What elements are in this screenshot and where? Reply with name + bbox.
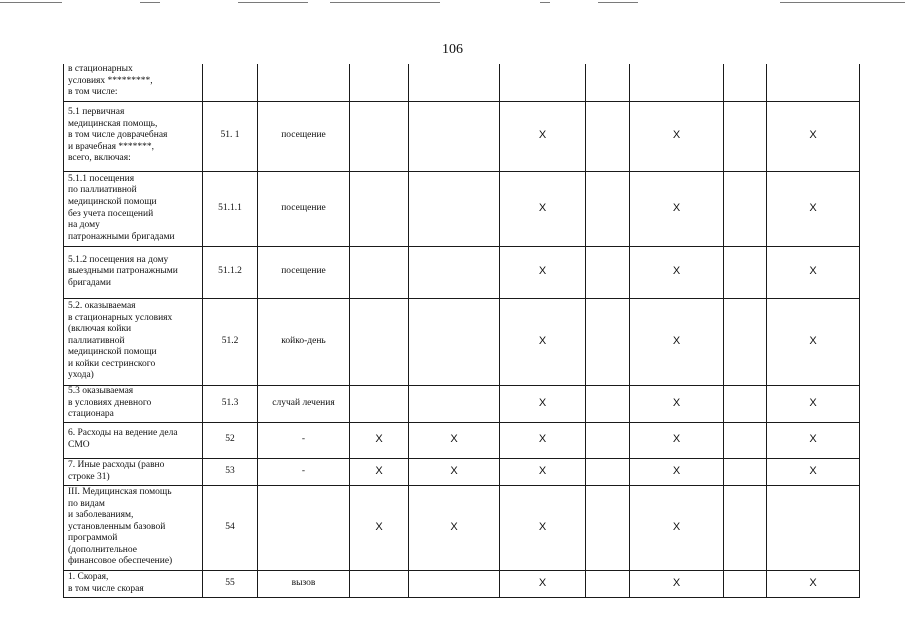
table-row (64, 246, 860, 298)
row-label: 6. Расходы на ведение дела СМО (64, 422, 203, 458)
scan-artifact-line (140, 2, 160, 3)
cell-mark (586, 64, 630, 101)
cell-mark (586, 171, 630, 246)
cell-mark (586, 422, 630, 458)
cell-mark: X (767, 101, 860, 171)
cell-mark: X (767, 246, 860, 298)
table-row (64, 64, 860, 101)
cell-mark: X (350, 485, 409, 570)
cell-mark: X (500, 385, 586, 422)
cell-mark (724, 298, 767, 385)
cell-mark (500, 64, 586, 101)
cell-mark: X (500, 458, 586, 485)
cell-mark: X (500, 298, 586, 385)
cell-mark: X (350, 458, 409, 485)
row-label: 5.1.1 посещения по паллиативной медицинской помощи без учета посещений на дому патронажными бригадами (64, 171, 203, 246)
table-row (64, 171, 860, 246)
scan-artifact-line (598, 2, 638, 3)
row-code: 53 (203, 458, 258, 485)
table-row (64, 385, 860, 422)
cell-mark (724, 101, 767, 171)
cell-mark: X (630, 171, 724, 246)
cell-mark (767, 64, 860, 101)
cell-mark (409, 101, 500, 171)
row-label: 1. Скорая, в том числе скорая (64, 570, 203, 597)
cell-mark (724, 246, 767, 298)
row-unit: посещение (258, 246, 350, 298)
cell-mark (724, 422, 767, 458)
row-unit: случай лечения (258, 385, 350, 422)
row-code: 51.1.2 (203, 246, 258, 298)
scan-artifact-line (238, 2, 308, 3)
cell-mark: X (630, 101, 724, 171)
cell-mark (350, 171, 409, 246)
cell-mark: X (630, 385, 724, 422)
row-label: в стационарных условиях *********, в том числе: (64, 64, 203, 101)
row-code (203, 64, 258, 101)
cell-mark: X (767, 458, 860, 485)
row-unit: посещение (258, 101, 350, 171)
cell-mark (724, 385, 767, 422)
cell-mark: X (409, 422, 500, 458)
cell-mark (350, 570, 409, 597)
cell-mark (409, 171, 500, 246)
cell-mark (586, 485, 630, 570)
cell-mark: X (409, 485, 500, 570)
cell-mark (767, 485, 860, 570)
row-unit: койко-день (258, 298, 350, 385)
cell-mark: X (630, 246, 724, 298)
cell-mark (409, 246, 500, 298)
cell-mark: X (500, 171, 586, 246)
table-row (64, 101, 860, 171)
row-code: 52 (203, 422, 258, 458)
row-code: 51.2 (203, 298, 258, 385)
scan-artifact-line (0, 2, 62, 3)
cell-mark: X (630, 422, 724, 458)
cell-mark: X (409, 458, 500, 485)
row-label: 7. Иные расходы (равно строке 31) (64, 458, 203, 485)
row-unit (258, 485, 350, 570)
row-code: 51.3 (203, 385, 258, 422)
cell-mark (724, 570, 767, 597)
cell-mark (409, 64, 500, 101)
row-code: 51. 1 (203, 101, 258, 171)
cell-mark (350, 64, 409, 101)
cell-mark: X (767, 385, 860, 422)
table-row (64, 458, 860, 485)
cell-mark (724, 458, 767, 485)
cell-mark: X (767, 298, 860, 385)
cell-mark (586, 458, 630, 485)
table-row (64, 570, 860, 597)
row-code: 51.1.1 (203, 171, 258, 246)
cell-mark (586, 385, 630, 422)
scan-artifact-line (330, 2, 440, 3)
row-label: III. Медицинская помощь по видам и заболеваниям, установленным базовой программой (дополнительное финансовое обеспечение) (64, 485, 203, 570)
cell-mark: X (350, 422, 409, 458)
cell-mark (586, 246, 630, 298)
report-table (63, 64, 860, 598)
cell-mark: X (500, 422, 586, 458)
cell-mark: X (767, 171, 860, 246)
table-row (64, 485, 860, 570)
row-label: 5.1.2 посещения на дому выездными патронажными бригадами (64, 246, 203, 298)
cell-mark (630, 64, 724, 101)
cell-mark (350, 246, 409, 298)
cell-mark: X (630, 298, 724, 385)
cell-mark (409, 385, 500, 422)
row-label: 5.2. оказываемая в стационарных условиях (включая койки паллиативной медицинской помощи и койки сестринского ухода) (64, 298, 203, 385)
cell-mark (586, 101, 630, 171)
row-unit: вызов (258, 570, 350, 597)
cell-mark: X (500, 485, 586, 570)
cell-mark (350, 101, 409, 171)
cell-mark (586, 298, 630, 385)
row-unit: посещение (258, 171, 350, 246)
cell-mark: X (500, 101, 586, 171)
cell-mark: X (630, 570, 724, 597)
cell-mark: X (500, 246, 586, 298)
cell-mark: X (630, 485, 724, 570)
cell-mark (350, 298, 409, 385)
cell-mark: X (767, 570, 860, 597)
table-row (64, 298, 860, 385)
page-number: 106 (442, 42, 463, 57)
cell-mark (409, 298, 500, 385)
row-unit (258, 64, 350, 101)
cell-mark (350, 385, 409, 422)
cell-mark (409, 570, 500, 597)
row-label: 5.1 первичная медицинская помощь, в том числе доврачебная и врачебная *******, всего, включая: (64, 101, 203, 171)
row-unit: - (258, 458, 350, 485)
row-code: 55 (203, 570, 258, 597)
cell-mark: X (500, 570, 586, 597)
scan-artifact-line (540, 2, 550, 3)
cell-mark (586, 570, 630, 597)
scan-artifact-line (780, 2, 905, 3)
cell-mark: X (767, 422, 860, 458)
cell-mark: X (630, 458, 724, 485)
cell-mark (724, 64, 767, 101)
row-code: 54 (203, 485, 258, 570)
table-row (64, 422, 860, 458)
cell-mark (724, 171, 767, 246)
cell-mark (724, 485, 767, 570)
row-unit: - (258, 422, 350, 458)
row-label: 5.3 оказываемая в условиях дневного стационара (64, 385, 203, 422)
